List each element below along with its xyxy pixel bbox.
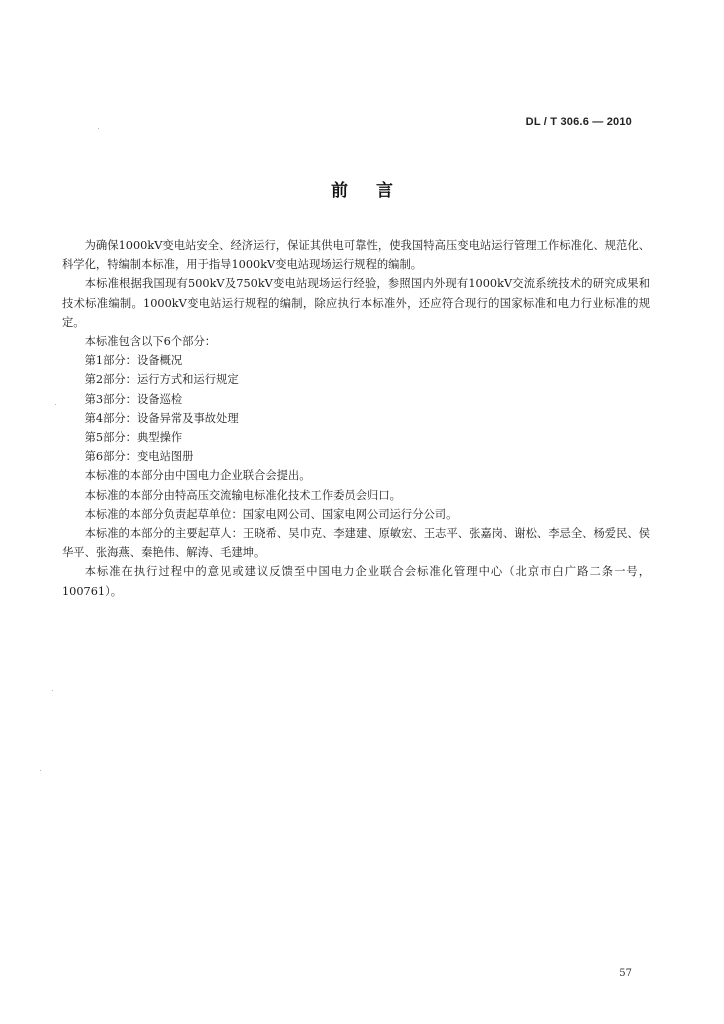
paragraph-committee: 本标准的本部分由特高压交流输电标准化技术工作委员会归口。 bbox=[84, 488, 401, 502]
part-item-5: 第5部分：典型操作 bbox=[84, 431, 183, 445]
preface-title: 前言 bbox=[331, 181, 421, 201]
part-item-6: 第6部分：变电站图册 bbox=[84, 450, 194, 464]
scan-speck bbox=[55, 404, 56, 405]
scan-speck bbox=[40, 770, 41, 771]
paragraph-basis: 本标准根据我国现有500kV及750kV变电站现场运行经验，参照国内外现有1000kV交流系统技术的研究成果和技术标准编制。1000kV变电站运行规程的编制，除应执行本标准外，还应符合现行的国家标准和电力行业标准的规定。 bbox=[62, 277, 650, 329]
part-item-4: 第4部分：设备异常及事故处理 bbox=[84, 411, 239, 425]
part-item-1: 第1部分：设备概况 bbox=[84, 354, 183, 368]
paragraph-drafters: 本标准的本部分的主要起草人：王晓希、吴巾克、李建建、原敏宏、王志平、张嘉岗、谢松、李忌全、杨爱民、侯华平、张海燕、秦艳伟、解涛、毛建坤。 bbox=[62, 527, 650, 560]
page-number: 57 bbox=[619, 968, 632, 979]
scan-speck bbox=[52, 690, 53, 691]
paragraph-parts-intro: 本标准包含以下6个部分： bbox=[84, 335, 217, 349]
scan-speck bbox=[98, 128, 99, 129]
part-item-2: 第2部分：运行方式和运行规定 bbox=[84, 373, 239, 387]
paragraph-proposer: 本标准的本部分由中国电力企业联合会提出。 bbox=[84, 469, 311, 483]
standard-code-header: DL / T 306.6 — 2010 bbox=[525, 116, 632, 128]
paragraph-purpose: 为确保1000kV变电站安全、经济运行，保证其供电可靠性，使我国特高压变电站运行管理工作标准化、规范化、科学化，特编制本标准，用于指导1000kV变电站现场运行规程的编制。 bbox=[62, 239, 650, 272]
paragraph-feedback: 本标准在执行过程中的意见或建议反馈至中国电力企业联合会标准化管理中心（北京市白广路二条一号，100761）。 bbox=[62, 565, 650, 598]
paragraph-drafting-units: 本标准的本部分负责起草单位：国家电网公司、国家电网公司运行分公司。 bbox=[84, 507, 458, 521]
preface-body bbox=[62, 236, 650, 601]
part-item-3: 第3部分：设备巡检 bbox=[84, 392, 183, 406]
